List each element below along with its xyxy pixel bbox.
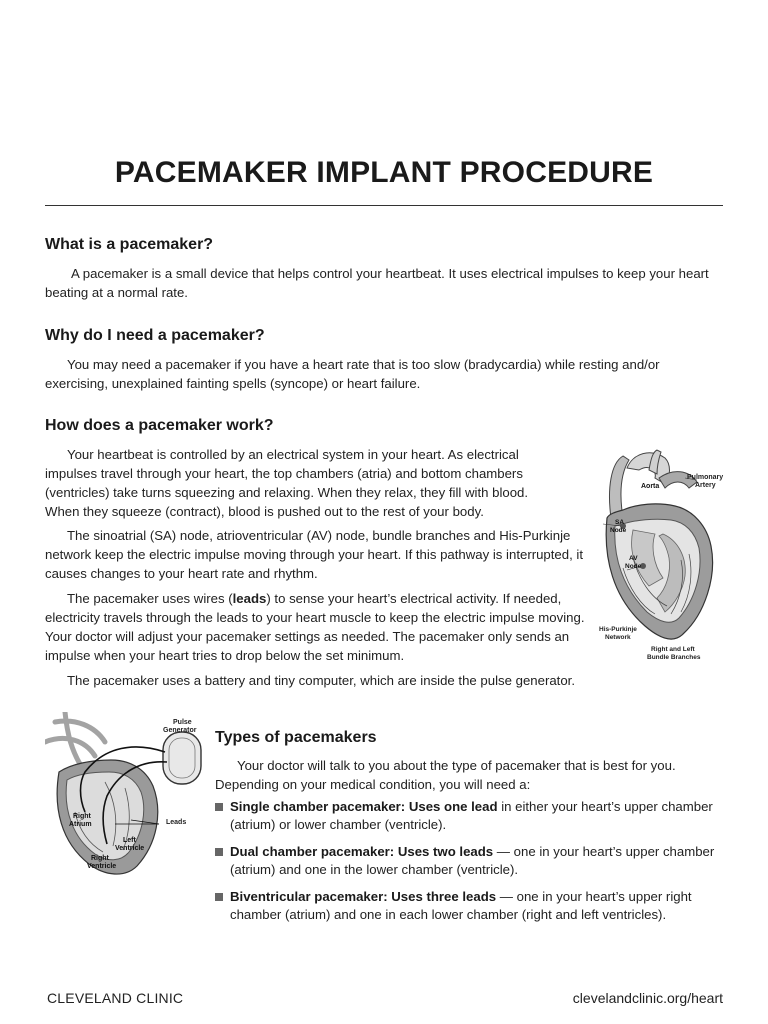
paragraph-why-text: You may need a pacemaker if you have a heart rate that is too slow (bradycardia) while resting and/or exercising, unexplained fainting spells (syncope) or heart failure. [45, 357, 660, 391]
label-bundle-branches: Bundle Branches [647, 654, 701, 661]
bullet-square-icon [215, 893, 223, 901]
label-pulse: Pulse [173, 719, 192, 726]
label-network: Network [605, 634, 631, 641]
label-his-purkinje: His-Purkinje [599, 626, 637, 633]
type-bold: Biventricular pacemaker: Uses three leads [230, 889, 497, 904]
pacemaker-types-list [215, 798, 725, 933]
footer-brand: CLEVELAND CLINIC [47, 990, 184, 1006]
paragraph-what-is [45, 264, 725, 302]
paragraph-types-intro-text: Your doctor will talk to you about the type of pacemaker that is best for you. Depending on your medical condition, you will need a: [215, 758, 676, 792]
list-item [215, 798, 725, 834]
label-av: AV [629, 555, 638, 562]
label-generator: Generator [163, 727, 197, 734]
list-item [215, 843, 725, 879]
paragraph-how-4 [45, 671, 725, 690]
label-right-atrium-2: Atrium [69, 821, 92, 828]
paragraph-how-1 [45, 445, 555, 521]
label-av-node: Node [625, 563, 642, 570]
leads-bold: leads [232, 591, 267, 606]
bullet-square-icon [215, 848, 223, 856]
heading-how: How does a pacemaker work? [45, 417, 274, 434]
label-artery: Artery [695, 482, 716, 489]
type-rest: — one in your heart’s upper right chamber (atrium) and one in each lower chamber (right and left ventricles). [230, 889, 692, 922]
label-sa: SA [615, 519, 625, 526]
page-title: PACEMAKER IMPLANT PROCEDURE [114, 156, 654, 189]
paragraph-how-3 [45, 589, 590, 665]
paragraph-what-is-text: A pacemaker is a small device that helps control your heartbeat. It uses electrical impulses to keep your heart beating at a normal rate. [45, 266, 709, 300]
bullet-square-icon [215, 803, 223, 811]
label-left-ventricle-2: Ventricle [115, 845, 145, 852]
label-sa-node: Node [610, 527, 627, 534]
type-bold: Dual chamber pacemaker: Uses two leads [230, 844, 494, 859]
label-aorta: Aorta [641, 483, 660, 490]
paragraph-types-intro [215, 756, 720, 794]
label-left-ventricle-1: Left [123, 837, 136, 844]
paragraph-how-2 [45, 526, 585, 583]
heading-why: Why do I need a pacemaker? [45, 327, 265, 344]
type-bold: Single chamber pacemaker: Uses one lead [230, 799, 498, 814]
type-rest: — one in your heart’s upper chamber (atrium) and one in the lower chamber (ventricle). [230, 844, 715, 877]
label-leads: Leads [166, 819, 187, 826]
paragraph-how-3-before: The pacemaker uses wires ( [67, 591, 233, 606]
paragraph-how-3-after: ) to sense your heart’s electrical activity. If needed, electricity travels through the leads to your heart muscle to keep the electric impulse moving. Your doctor will adjust your pacemaker settings as needed. The pacemaker only sends an impulse when your heart tries to drop below the set minimum. [45, 591, 585, 663]
heading-what-is: What is a pacemaker? [45, 236, 214, 253]
label-right-ventricle-2: Ventricle [87, 863, 117, 870]
label-right-ventricle-1: Right [91, 855, 109, 862]
title-divider [45, 205, 723, 206]
type-rest: in either your heart’s upper chamber (atrium) or lower chamber (ventricle). [230, 799, 713, 832]
label-right-atrium-1: Right [73, 813, 91, 820]
pacemaker-illustration [45, 712, 205, 880]
paragraph-why [45, 355, 725, 393]
paragraph-how-1-text: Your heartbeat is controlled by an electrical system in your heart. As electrical impulses travel through your heart, the top chambers (atria) and bottom chambers (ventricles) take turns squeezing and relaxing. When they relax, they fill with blood. When they squeeze (contract), blood is pushed out to the rest of your body. [45, 447, 529, 519]
label-right-left: Right and Left [651, 646, 695, 653]
list-item [215, 888, 725, 924]
heading-types: Types of pacemakers [215, 729, 377, 746]
paragraph-how-4-text: The pacemaker uses a battery and tiny computer, which are inside the pulse generator. [67, 673, 576, 688]
paragraph-how-2-text: The sinoatrial (SA) node, atrioventricular (AV) node, bundle branches and His-Purkinje network keep the electric impulse moving through your heart. If this pathway is interrupted, it causes changes to your heart rate and rhythm. [45, 528, 584, 581]
footer-url: clevelandclinic.org/heart [572, 990, 723, 1006]
heart-conduction-illustration [593, 448, 728, 666]
label-pulmonary: Pulmonary [687, 474, 724, 481]
